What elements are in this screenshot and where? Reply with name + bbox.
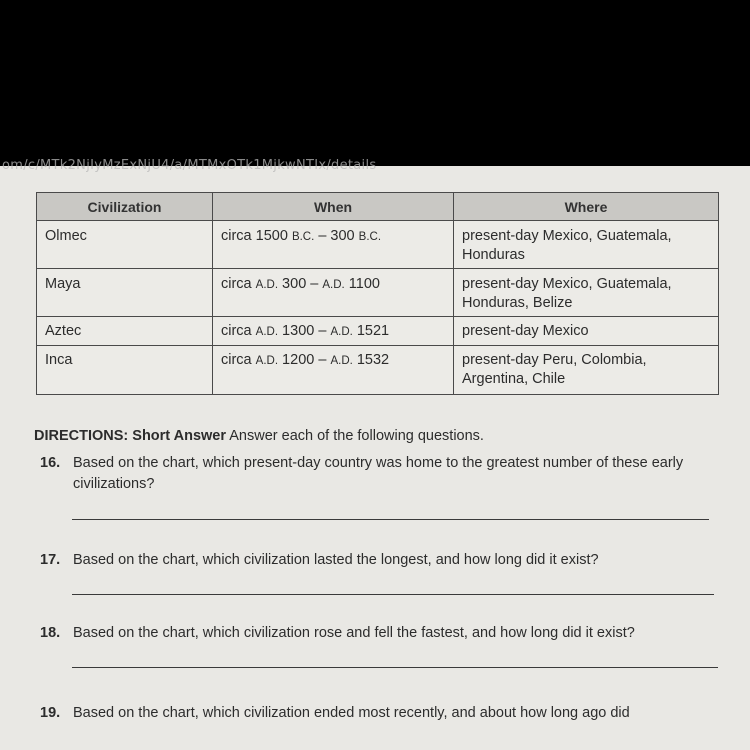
question-text: Based on the chart, which civilization rose and fell the fastest, and how long did it exist? <box>73 625 635 641</box>
where-line: present-day Mexico, Guatemala, <box>462 276 672 292</box>
answer-line-17[interactable] <box>72 594 714 595</box>
url-strip <box>0 158 750 176</box>
when-cell <box>213 317 454 346</box>
table-row <box>37 346 719 395</box>
where-line: present-day Mexico <box>462 323 589 339</box>
directions-type: Short Answer <box>132 428 227 444</box>
answer-line-16[interactable] <box>72 519 709 520</box>
civilization-cell: Aztec <box>37 317 213 346</box>
era-label: B.C. <box>358 231 382 243</box>
when-text: 1300 – <box>278 323 331 339</box>
era-label: A.D. <box>255 326 279 338</box>
question-number: 19. <box>40 705 61 721</box>
table-row <box>37 269 719 317</box>
url-text: om/c/MTk2NjIyMzExNjU4/a/MTMxOTk1MjkwNTIx/details <box>2 158 377 173</box>
question-number: 18. <box>40 625 61 641</box>
when-text: circa <box>221 352 256 368</box>
era-label: A.D. <box>330 326 353 338</box>
where-cell <box>454 317 719 346</box>
when-text: 1100 <box>344 276 380 292</box>
directions <box>34 428 484 444</box>
civilization-cell: Maya <box>37 269 213 317</box>
table-header-row <box>37 193 719 221</box>
question-text: Based on the chart, which present-day country was home to the greatest number of these early civilizations? <box>73 455 684 492</box>
where-line: present-day Mexico, Guatemala, <box>462 228 672 244</box>
when-text: 300 – <box>278 276 323 292</box>
answer-line-18[interactable] <box>72 667 718 668</box>
where-cell <box>454 346 719 395</box>
civilization-cell: Olmec <box>37 221 213 269</box>
era-label: A.D. <box>255 355 279 367</box>
directions-text: Answer each of the following questions. <box>229 428 484 444</box>
where-line: Argentina, Chile <box>462 371 566 387</box>
header-civilization: Civilization <box>37 193 213 221</box>
where-cell <box>454 269 719 317</box>
era-label: B.C. <box>291 231 315 243</box>
table-row <box>37 221 719 269</box>
when-text: – 300 <box>314 228 359 244</box>
when-text: 1521 <box>352 323 390 339</box>
when-cell <box>213 221 454 269</box>
question-number: 17. <box>40 552 61 568</box>
question-text: Based on the chart, which civilization lasted the longest, and how long did it exist? <box>73 552 599 568</box>
where-cell <box>454 221 719 269</box>
civilization-cell: Inca <box>37 346 213 395</box>
when-cell <box>213 346 454 395</box>
header-when: When <box>213 193 454 221</box>
where-line: Honduras, Belize <box>462 295 573 311</box>
where-line: present-day Peru, Colombia, <box>462 352 647 368</box>
when-text: 1532 <box>352 352 390 368</box>
when-text: circa 1500 <box>221 228 292 244</box>
when-text: circa <box>221 276 256 292</box>
when-cell <box>213 269 454 317</box>
era-label: A.D. <box>255 279 279 291</box>
header-where: Where <box>454 193 719 221</box>
era-label: A.D. <box>330 355 353 367</box>
era-label: A.D. <box>322 279 345 291</box>
when-text: circa <box>221 323 256 339</box>
question-text: Based on the chart, which civilization ended most recently, and about how long ago did <box>73 705 630 721</box>
when-text: 1200 – <box>278 352 331 368</box>
question-number: 16. <box>40 455 61 471</box>
where-line: Honduras <box>462 247 525 263</box>
table-row <box>37 317 719 346</box>
civilizations-table <box>36 192 719 395</box>
directions-label: DIRECTIONS: <box>34 428 129 444</box>
worksheet-page <box>0 158 750 750</box>
